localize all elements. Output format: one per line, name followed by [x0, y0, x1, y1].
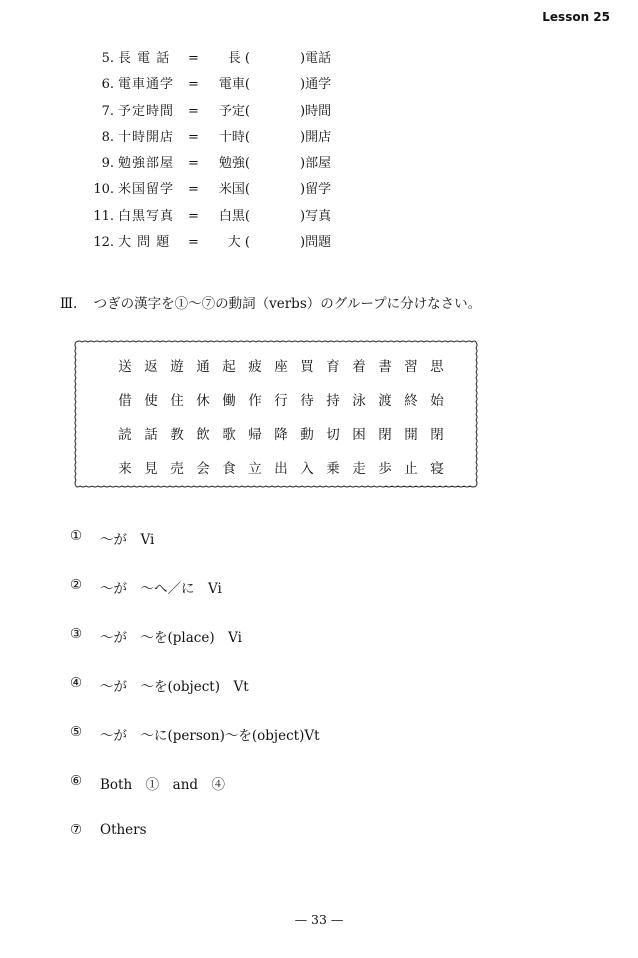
kanji-cell: 入	[300, 461, 314, 477]
kanji-cell: 買	[300, 359, 314, 375]
page-number: — 33 —	[294, 912, 344, 927]
kanji-cell: 乗	[326, 461, 340, 477]
compound-word: 十時開店	[118, 129, 175, 145]
vocab-row	[82, 151, 382, 177]
vocab-list	[82, 46, 382, 256]
group-description: Both ① and ④	[100, 777, 226, 793]
suffix-part: )留学	[300, 182, 332, 198]
vocab-row	[82, 72, 382, 98]
item-number: 12.	[93, 235, 114, 251]
group-number: ⑦	[70, 822, 83, 838]
kanji-cell: 飲	[196, 427, 210, 443]
kanji-cell: 困	[352, 427, 366, 443]
kanji-cell: 持	[326, 393, 340, 409]
vocab-row	[82, 177, 382, 203]
group-description: ～が ～を(place) Vi	[100, 630, 242, 646]
kanji-cell: 座	[274, 359, 288, 375]
kanji-cell: 書	[378, 359, 392, 375]
verb-group-item	[70, 626, 320, 675]
vocab-row	[82, 99, 382, 125]
kanji-cell: 思	[430, 359, 444, 375]
section-instruction: つぎの漢字を①～⑦の動詞（verbs）のグループに分けなさい。	[93, 296, 482, 312]
item-number: 7.	[101, 103, 114, 119]
section-3-heading	[60, 292, 481, 312]
prefix-part: 長 (	[227, 51, 250, 66]
kanji-cell: 返	[144, 359, 158, 375]
verb-group-item	[70, 528, 320, 577]
kanji-cell: 会	[196, 461, 210, 477]
compound-word: 米国留学	[118, 182, 175, 198]
compound-word: 大 問 題	[118, 235, 171, 251]
kanji-row	[112, 416, 450, 450]
verb-group-item	[70, 577, 320, 626]
item-number: 5.	[101, 51, 114, 66]
suffix-part: )問題	[300, 235, 332, 251]
section-number: Ⅲ.	[60, 296, 78, 312]
kanji-cell: 住	[170, 393, 184, 409]
equals-sign: =	[188, 156, 199, 172]
equals-sign: =	[188, 51, 199, 66]
item-number: 10.	[93, 182, 114, 198]
equals-sign: =	[188, 129, 199, 145]
kanji-row	[112, 382, 450, 416]
kanji-cell: 休	[196, 393, 210, 409]
compound-word: 白黒写真	[118, 208, 175, 224]
kanji-row	[112, 348, 450, 382]
kanji-cell: 降	[274, 427, 288, 443]
kanji-cell: 歩	[378, 461, 392, 477]
group-number: ⑤	[70, 724, 83, 740]
kanji-cell: 立	[248, 461, 262, 477]
kanji-cell: 起	[222, 359, 236, 375]
suffix-part: )部屋	[300, 156, 332, 172]
kanji-cell: 送	[118, 359, 132, 375]
group-number: ②	[70, 577, 83, 593]
compound-word: 長 電 話	[118, 51, 171, 66]
kanji-cell: 閉	[430, 427, 444, 443]
kanji-cell: 作	[248, 393, 262, 409]
kanji-cell: 始	[430, 393, 444, 409]
vocab-row	[82, 204, 382, 230]
kanji-cell: 話	[144, 427, 158, 443]
group-description: Others	[100, 822, 147, 838]
kanji-cell: 遊	[170, 359, 184, 375]
suffix-part: )電話	[300, 51, 332, 66]
kanji-cell: 食	[222, 461, 236, 477]
verb-group-item	[70, 822, 320, 871]
verb-group-item	[70, 773, 320, 822]
group-description: ～が ～に(person)～を(object)Vt	[100, 728, 320, 744]
kanji-cell: 見	[144, 461, 158, 477]
kanji-cell: 借	[118, 393, 132, 409]
kanji-cell: 泳	[352, 393, 366, 409]
prefix-part: 電車(	[218, 77, 250, 93]
group-description: ～が Vi	[100, 532, 155, 548]
compound-word: 電車通学	[118, 77, 175, 93]
vocab-row	[82, 46, 382, 72]
kanji-cell: 通	[196, 359, 210, 375]
equals-sign: =	[188, 182, 199, 198]
verb-group-item	[70, 675, 320, 724]
kanji-cell: 帰	[248, 427, 262, 443]
kanji-cell: 売	[170, 461, 184, 477]
suffix-part: )開店	[300, 129, 332, 145]
vocab-row	[82, 125, 382, 151]
verb-group-item	[70, 724, 320, 773]
suffix-part: )写真	[300, 208, 332, 224]
group-description: ～が ～へ／に Vi	[100, 581, 222, 597]
kanji-cell: 閉	[378, 427, 392, 443]
verb-groups	[70, 528, 320, 871]
kanji-cell: 育	[326, 359, 340, 375]
kanji-row	[112, 450, 450, 484]
prefix-part: 大 (	[227, 235, 250, 251]
kanji-cell: 使	[144, 393, 158, 409]
kanji-grid	[112, 348, 450, 484]
group-number: ⑥	[70, 773, 83, 789]
item-number: 11.	[93, 208, 114, 224]
equals-sign: =	[188, 235, 199, 251]
lesson-header: Lesson 25	[542, 10, 610, 24]
group-description: ～が ～を(object) Vt	[100, 679, 249, 695]
kanji-cell: 切	[326, 427, 340, 443]
kanji-cell: 出	[274, 461, 288, 477]
compound-word: 勉強部屋	[118, 156, 175, 172]
compound-word: 予定時間	[118, 103, 175, 119]
prefix-part: 十時(	[218, 129, 250, 145]
group-number: ①	[70, 528, 83, 544]
kanji-cell: 走	[352, 461, 366, 477]
item-number: 6.	[101, 77, 114, 93]
suffix-part: )時間	[300, 103, 332, 119]
kanji-cell: 働	[222, 393, 236, 409]
kanji-cell: 教	[170, 427, 184, 443]
kanji-cell: 疲	[248, 359, 262, 375]
kanji-cell: 来	[118, 461, 132, 477]
kanji-cell: 止	[404, 461, 418, 477]
item-number: 9.	[101, 156, 114, 172]
kanji-cell: 待	[300, 393, 314, 409]
kanji-cell: 歌	[222, 427, 236, 443]
kanji-cell: 寝	[430, 461, 444, 477]
prefix-part: 勉強(	[218, 156, 250, 172]
kanji-cell: 渡	[378, 393, 392, 409]
kanji-cell: 行	[274, 393, 288, 409]
suffix-part: )通学	[300, 77, 332, 93]
kanji-box	[72, 338, 480, 490]
kanji-cell: 読	[118, 427, 132, 443]
kanji-cell: 動	[300, 427, 314, 443]
equals-sign: =	[188, 77, 199, 93]
prefix-part: 予定(	[218, 103, 250, 119]
equals-sign: =	[188, 208, 199, 224]
kanji-cell: 開	[404, 427, 418, 443]
vocab-row	[82, 230, 382, 256]
prefix-part: 米国(	[218, 182, 250, 198]
equals-sign: =	[188, 103, 199, 119]
prefix-part: 白黒(	[218, 208, 250, 224]
group-number: ④	[70, 675, 83, 691]
group-number: ③	[70, 626, 83, 642]
kanji-cell: 習	[404, 359, 418, 375]
item-number: 8.	[101, 129, 114, 145]
kanji-cell: 着	[352, 359, 366, 375]
kanji-cell: 終	[404, 393, 418, 409]
